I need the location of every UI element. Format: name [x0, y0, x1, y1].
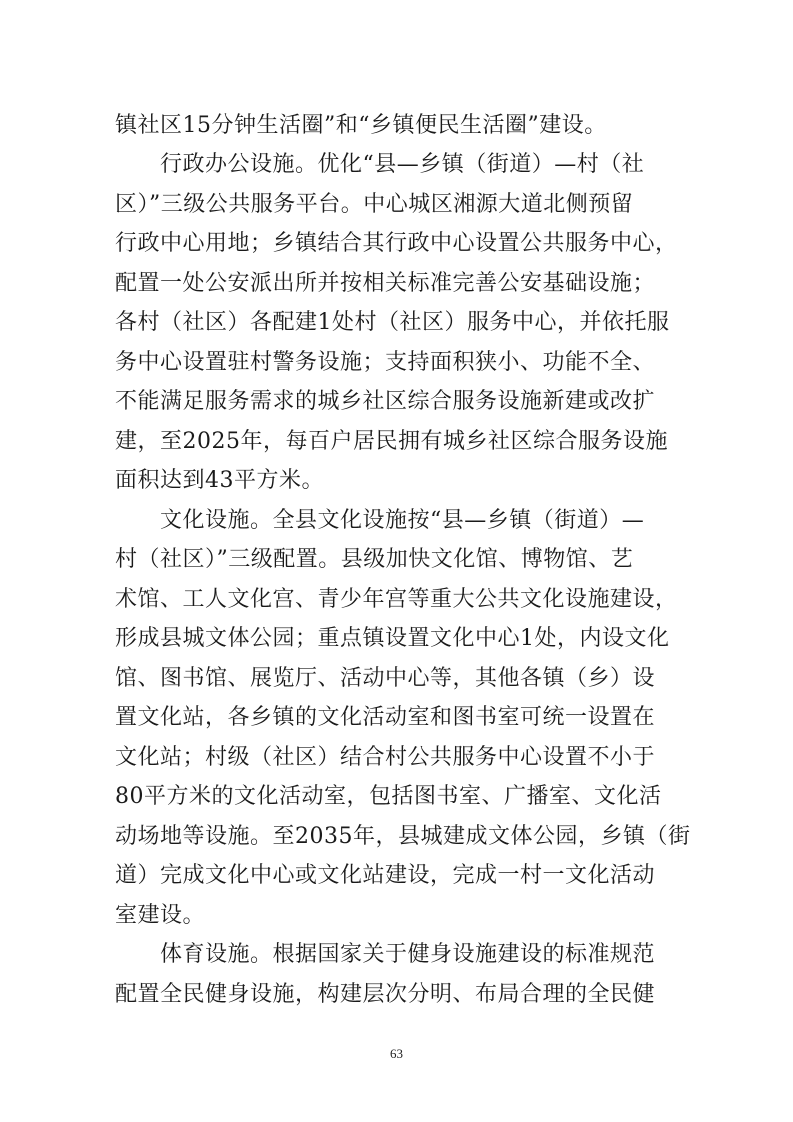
paragraph-line: 室建设。	[115, 903, 206, 928]
paragraph-line: 形成县城文体公园；重点镇设置文化中心1处，内设文化	[115, 626, 670, 651]
paragraph-line: 动场地等设施。至2035年，县城建成文体公园，乡镇（街	[115, 824, 691, 849]
paragraph-line: 配置一处公安派出所并按相关标准完善公安基础设施；	[115, 271, 656, 296]
paragraph-line: 建，至2025年，每百户居民拥有城乡社区综合服务设施	[115, 429, 668, 454]
paragraph-line: 道）完成文化中心或文化站建设，完成一村一文化活动	[115, 863, 656, 888]
paragraph-line: 不能满足服务需求的城乡社区综合服务设施新建或改扩	[115, 389, 656, 414]
paragraph-line: 文化设施。全县文化设施按“县—乡镇（街道）—	[160, 508, 645, 533]
paragraph-line: 各村（社区）各配建1处村（社区）服务中心，并依托服	[115, 310, 670, 335]
paragraph-line: 村（社区）”三级配置。县级加快文化馆、博物馆、艺	[115, 547, 634, 572]
paragraph-line: 术馆、工人文化宫、青少年宫等重大公共文化设施建设，	[115, 587, 678, 612]
paragraph-line: 镇社区15分钟生活圈”和“乡镇便民生活圈”建设。	[115, 113, 607, 138]
paragraph-line: 体育设施。根据国家关于健身设施建设的标准规范	[160, 942, 656, 967]
paragraph-line: 馆、图书馆、展览厅、活动中心等，其他各镇（乡）设	[115, 666, 656, 691]
paragraph-line: 置文化站，各乡镇的文化活动室和图书室可统一设置在	[115, 705, 656, 730]
paragraph-line: 行政办公设施。优化“县—乡镇（街道）—村（社	[160, 152, 645, 177]
paragraph-line: 务中心设置驻村警务设施；支持面积狭小、功能不全、	[115, 350, 656, 375]
paragraph-line: 文化站；村级（社区）结合村公共服务中心设置不小于	[115, 745, 656, 770]
paragraph-line: 行政中心用地；乡镇结合其行政中心设置公共服务中心，	[115, 231, 678, 256]
paragraph-line: 配置全民健身设施，构建层次分明、布局合理的全民健	[115, 982, 656, 1007]
page-number: 63	[390, 1046, 403, 1061]
paragraph-line: 80平方米的文化活动室，包括图书室、广播室、文化活	[115, 784, 662, 809]
paragraph-line: 面积达到43平方米。	[115, 468, 324, 493]
paragraph-line: 区）”三级公共服务平台。中心城区湘源大道北侧预留	[115, 192, 634, 217]
